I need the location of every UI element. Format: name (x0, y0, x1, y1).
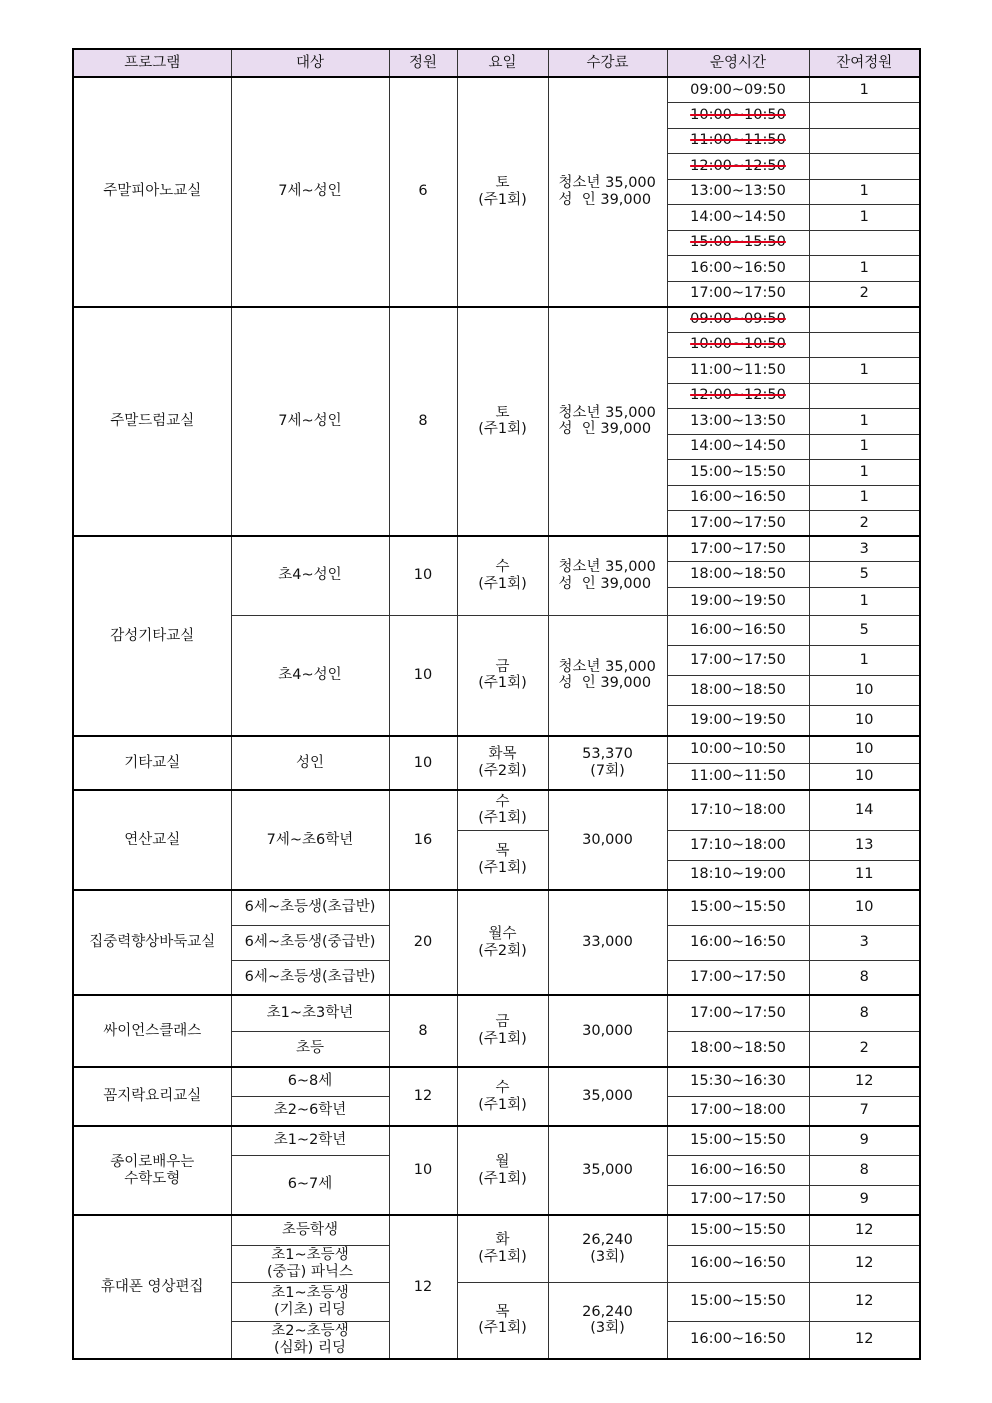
program-name: 연산교실 (73, 790, 231, 890)
time-cell: 18:00~18:50 (667, 1031, 809, 1067)
capacity-cell: 10 (389, 536, 457, 615)
remaining-cell: 1 (809, 434, 920, 460)
header-time: 운영시간 (667, 49, 809, 77)
header-day: 요일 (457, 49, 548, 77)
remaining-cell: 13 (809, 830, 920, 860)
header-target: 대상 (231, 49, 389, 77)
fee-cell: 청소년 35,000 성 인 39,000 (548, 615, 667, 736)
table-row (73, 890, 920, 925)
fee-cell: 26,240 (3회) (548, 1215, 667, 1282)
target-cell: 초1~초등생 (기초) 리딩 (231, 1282, 389, 1321)
remaining-cell: 12 (809, 1282, 920, 1321)
fee-cell: 35,000 (548, 1126, 667, 1215)
closed-time: 15:00~15:50 (690, 234, 786, 251)
closed-time: 12:00~12:50 (690, 157, 786, 174)
time-cell-closed (667, 307, 809, 333)
remaining-cell: 9 (809, 1185, 920, 1215)
header-row (73, 49, 920, 77)
remaining-cell: 2 (809, 1031, 920, 1067)
program-name: 주말피아노교실 (73, 77, 231, 307)
time-cell-closed (667, 154, 809, 180)
remaining-cell (809, 128, 920, 154)
remaining-cell: 5 (809, 562, 920, 588)
time-cell: 13:00~13:50 (667, 409, 809, 435)
target-cell: 초1~2학년 (231, 1126, 389, 1155)
closed-time: 09:00~09:50 (690, 311, 786, 328)
time-cell: 13:00~13:50 (667, 179, 809, 205)
time-cell: 17:00~17:50 (667, 645, 809, 675)
time-cell: 11:00~11:50 (667, 763, 809, 790)
remaining-cell: 1 (809, 256, 920, 282)
target-cell: 6~7세 (231, 1155, 389, 1215)
time-cell: 14:00~14:50 (667, 434, 809, 460)
remaining-cell (809, 230, 920, 256)
time-cell: 15:30~16:30 (667, 1067, 809, 1096)
target-cell: 초4~성인 (231, 615, 389, 736)
capacity-cell: 10 (389, 1126, 457, 1215)
remaining-cell: 12 (809, 1215, 920, 1245)
time-cell: 17:00~18:00 (667, 1096, 809, 1126)
fee-cell: 33,000 (548, 890, 667, 995)
day-cell: 화 (주1회) (457, 1215, 548, 1282)
remaining-cell: 12 (809, 1245, 920, 1282)
time-cell: 18:00~18:50 (667, 675, 809, 705)
target-cell: 초2~초등생 (심화) 리딩 (231, 1321, 389, 1359)
table-row (73, 790, 920, 830)
day-cell: 수 (주1회) (457, 790, 548, 830)
time-cell: 16:00~16:50 (667, 925, 809, 960)
time-cell: 16:00~16:50 (667, 1321, 809, 1359)
remaining-cell: 1 (809, 205, 920, 231)
day-cell: 토 (주1회) (457, 307, 548, 537)
schedule-table (72, 48, 921, 1360)
target-cell: 성인 (231, 736, 389, 790)
time-cell: 17:00~17:50 (667, 995, 809, 1031)
time-cell-closed (667, 332, 809, 358)
table-row (73, 77, 920, 103)
table-row (73, 1067, 920, 1096)
remaining-cell: 8 (809, 960, 920, 995)
remaining-cell (809, 103, 920, 129)
closed-time: 10:00~10:50 (690, 336, 786, 353)
remaining-cell (809, 154, 920, 180)
remaining-cell: 3 (809, 536, 920, 562)
time-cell: 15:00~15:50 (667, 1282, 809, 1321)
target-cell: 6~8세 (231, 1067, 389, 1096)
time-cell: 18:10~19:00 (667, 860, 809, 890)
time-cell: 17:00~17:50 (667, 536, 809, 562)
time-cell: 17:00~17:50 (667, 281, 809, 307)
time-cell: 17:00~17:50 (667, 511, 809, 537)
time-cell: 16:00~16:50 (667, 256, 809, 282)
time-cell: 17:00~17:50 (667, 960, 809, 995)
table-row (73, 307, 920, 333)
day-cell: 목 (주1회) (457, 1282, 548, 1359)
fee-cell: 35,000 (548, 1067, 667, 1126)
day-cell: 수 (주1회) (457, 536, 548, 615)
remaining-cell: 7 (809, 1096, 920, 1126)
remaining-cell: 14 (809, 790, 920, 830)
time-cell: 19:00~19:50 (667, 705, 809, 736)
remaining-cell: 2 (809, 511, 920, 537)
program-name: 감성기타교실 (73, 536, 231, 736)
capacity-cell: 12 (389, 1067, 457, 1126)
target-cell: 초1~초3학년 (231, 995, 389, 1031)
remaining-cell: 1 (809, 77, 920, 103)
fee-cell: 30,000 (548, 995, 667, 1067)
remaining-cell: 10 (809, 736, 920, 763)
day-cell: 토 (주1회) (457, 77, 548, 307)
remaining-cell: 8 (809, 1155, 920, 1185)
remaining-cell: 1 (809, 587, 920, 615)
time-cell: 16:00~16:50 (667, 1155, 809, 1185)
target-cell: 초1~초등생 (중급) 파닉스 (231, 1245, 389, 1282)
remaining-cell: 1 (809, 485, 920, 511)
day-cell: 금 (주1회) (457, 615, 548, 736)
target-cell: 7세~초6학년 (231, 790, 389, 890)
fee-cell: 30,000 (548, 790, 667, 890)
closed-time: 10:00~10:50 (690, 106, 786, 123)
fee-cell: 53,370 (7회) (548, 736, 667, 790)
remaining-cell: 2 (809, 281, 920, 307)
time-cell: 17:10~18:00 (667, 790, 809, 830)
day-cell: 목 (주1회) (457, 830, 548, 890)
remaining-cell: 10 (809, 890, 920, 925)
time-cell: 14:00~14:50 (667, 205, 809, 231)
table-row (73, 536, 920, 562)
remaining-cell: 10 (809, 675, 920, 705)
remaining-cell: 1 (809, 409, 920, 435)
time-cell: 16:00~16:50 (667, 1245, 809, 1282)
remaining-cell (809, 332, 920, 358)
closed-time: 11:00~11:50 (690, 132, 786, 149)
fee-cell: 청소년 35,000 성 인 39,000 (548, 77, 667, 307)
remaining-cell: 5 (809, 615, 920, 645)
remaining-cell: 1 (809, 179, 920, 205)
time-cell: 16:00~16:50 (667, 615, 809, 645)
capacity-cell: 16 (389, 790, 457, 890)
target-cell: 6세~초등생(초급반) (231, 890, 389, 925)
fee-cell: 청소년 35,000 성 인 39,000 (548, 536, 667, 615)
day-cell: 수 (주1회) (457, 1067, 548, 1126)
remaining-cell: 10 (809, 705, 920, 736)
target-cell: 7세~성인 (231, 77, 389, 307)
time-cell: 09:00~09:50 (667, 77, 809, 103)
time-cell: 19:00~19:50 (667, 587, 809, 615)
remaining-cell (809, 307, 920, 333)
target-cell: 6세~초등생(중급반) (231, 925, 389, 960)
day-cell: 월수 (주2회) (457, 890, 548, 995)
table-row (73, 995, 920, 1031)
program-name: 싸이언스클래스 (73, 995, 231, 1067)
remaining-cell: 12 (809, 1067, 920, 1096)
time-cell-closed (667, 128, 809, 154)
capacity-cell: 10 (389, 736, 457, 790)
remaining-cell: 1 (809, 460, 920, 486)
time-cell: 11:00~11:50 (667, 358, 809, 384)
remaining-cell (809, 383, 920, 409)
target-cell: 초4~성인 (231, 536, 389, 615)
time-cell: 10:00~10:50 (667, 736, 809, 763)
program-name: 꼼지락요리교실 (73, 1067, 231, 1126)
time-cell: 16:00~16:50 (667, 485, 809, 511)
remaining-cell: 12 (809, 1321, 920, 1359)
capacity-cell: 6 (389, 77, 457, 307)
remaining-cell: 9 (809, 1126, 920, 1155)
time-cell: 17:00~17:50 (667, 1185, 809, 1215)
table-row (73, 1126, 920, 1155)
capacity-cell: 8 (389, 995, 457, 1067)
time-cell-closed (667, 230, 809, 256)
day-cell: 금 (주1회) (457, 995, 548, 1067)
remaining-cell: 8 (809, 995, 920, 1031)
target-cell: 초등학생 (231, 1215, 389, 1245)
table-row (73, 736, 920, 763)
time-cell-closed (667, 103, 809, 129)
time-cell: 17:10~18:00 (667, 830, 809, 860)
closed-time: 12:00~12:50 (690, 387, 786, 404)
remaining-cell: 1 (809, 358, 920, 384)
target-cell: 초2~6학년 (231, 1096, 389, 1126)
target-cell: 6세~초등생(초급반) (231, 960, 389, 995)
program-name: 집중력향상바둑교실 (73, 890, 231, 995)
table-row (73, 1215, 920, 1245)
capacity-cell: 8 (389, 307, 457, 537)
time-cell: 15:00~15:50 (667, 1126, 809, 1155)
remaining-cell: 11 (809, 860, 920, 890)
program-name: 주말드럼교실 (73, 307, 231, 537)
header-capacity: 정원 (389, 49, 457, 77)
time-cell: 15:00~15:50 (667, 890, 809, 925)
capacity-cell: 12 (389, 1215, 457, 1359)
remaining-cell: 3 (809, 925, 920, 960)
header-fee: 수강료 (548, 49, 667, 77)
program-name: 종이로배우는 수학도형 (73, 1126, 231, 1215)
target-cell: 초등 (231, 1031, 389, 1067)
time-cell: 18:00~18:50 (667, 562, 809, 588)
remaining-cell: 1 (809, 645, 920, 675)
capacity-cell: 10 (389, 615, 457, 736)
time-cell: 15:00~15:50 (667, 1215, 809, 1245)
fee-cell: 청소년 35,000 성 인 39,000 (548, 307, 667, 537)
remaining-cell: 10 (809, 763, 920, 790)
capacity-cell: 20 (389, 890, 457, 995)
time-cell: 15:00~15:50 (667, 460, 809, 486)
time-cell-closed (667, 383, 809, 409)
day-cell: 월 (주1회) (457, 1126, 548, 1215)
header-remaining: 잔여정원 (809, 49, 920, 77)
day-cell: 화목 (주2회) (457, 736, 548, 790)
target-cell: 7세~성인 (231, 307, 389, 537)
fee-cell: 26,240 (3회) (548, 1282, 667, 1359)
program-name: 기타교실 (73, 736, 231, 790)
header-program: 프로그램 (73, 49, 231, 77)
program-name: 휴대폰 영상편집 (73, 1215, 231, 1359)
